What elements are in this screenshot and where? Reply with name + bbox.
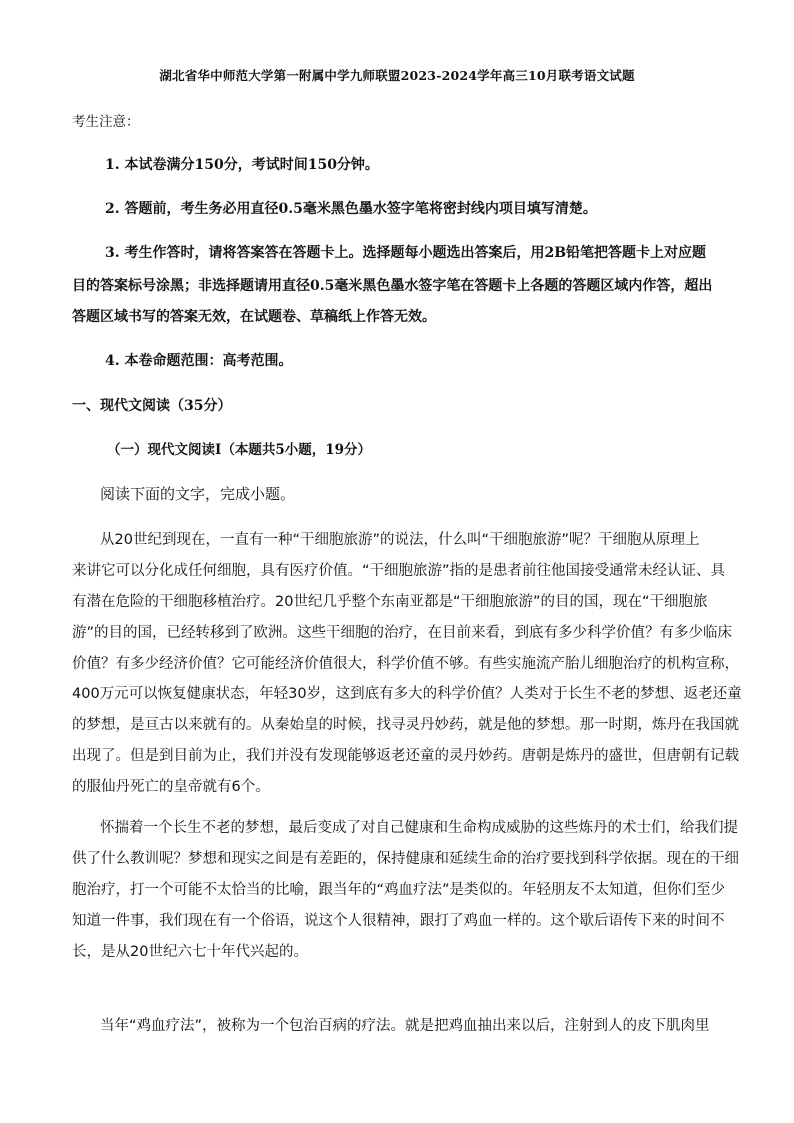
passage-line: 出现了。但是到目前为止，我们并没有发现能够返老还童的灵丹妙药。唐朝是炼丹的盛世，但唐朝有记载: [72, 748, 739, 765]
notice-item-3-line-2: 目的答案标号涂黑；非选择题请用直径0.5毫米黑色墨水签字笔在答题卡上各题的答题区域内作答，超出: [72, 278, 713, 294]
reading-instruction: 阅读下面的文字，完成小题。: [100, 485, 296, 503]
subsection-heading: （一）现代文阅读Ⅰ（本题共5小题，19分）: [107, 442, 371, 458]
passage-line: 当年“鸡血疗法”，被称为一个包治百病的疗法。就是把鸡血抽出来以后，注射到人的皮下肌肉里: [100, 1018, 710, 1034]
passage-line: 从20世纪到现在，一直有一种“干细胞旅游”的说法，什么叫“干细胞旅游”呢？干细胞从原理上: [100, 532, 700, 548]
passage-line: 来讲它可以分化成任何细胞，具有医疗价值。“干细胞旅游”指的是患者前往他国接受通常未经认证、具: [72, 562, 726, 579]
passage-line: 长，是从20世纪六七十年代兴起的。: [72, 943, 308, 960]
passage-line: 供了什么教训呢？梦想和现实之间是有差距的，保持健康和延续生命的治疗要找到科学依据。现在的干细: [72, 850, 739, 867]
notice-heading: 考生注意：: [72, 114, 140, 130]
passage-line: 的服仙丹死亡的皇帝就有6个。: [72, 779, 270, 796]
section-heading: 一、现代文阅读（35分）: [72, 398, 232, 414]
passage-line: 400万元可以恢复健康状态，年轻30岁，这到底有多大的科学价值？人类对于长生不老的梦想、返老还童: [72, 686, 742, 703]
passage-line: 有潜在危险的干细胞移植治疗。20世纪几乎整个东南亚都是“干细胞旅游”的目的国，现在“干细胞旅: [72, 593, 708, 610]
passage-line: 知道一件事，我们现在有一个俗语，说这个人很精神，跟打了鸡血一样的。这个歇后语传下来的时间不: [72, 912, 725, 929]
notice-item-3-line-1: 3. 考生作答时，请将答案答在答题卡上。选择题每小题选出答案后，用2B铅笔把答题卡上对应题: [105, 245, 707, 261]
passage-line: 游”的目的国，已经转移到了欧洲。这些干细胞的治疗，在目前来看，到底有多少科学价值？有多少临床: [72, 624, 733, 641]
passage-line: 怀揣着一个长生不老的梦想，最后变成了对自己健康和生命构成威胁的这些炼丹的术士们，给我们提: [100, 820, 738, 836]
passage-line: 的梦想，是亘古以来就有的。从秦始皇的时候，找寻灵丹妙药，就是他的梦想。那一时期，炼丹在我国就: [72, 717, 739, 734]
passage-paragraph-3: [72, 1011, 722, 1042]
notice-item-2: 2. 答题前，考生务必用直径0.5毫米黑色墨水签字笔将密封线内项目填写清楚。: [105, 201, 597, 217]
exam-title: 湖北省华中师范大学第一附属中学九师联盟2023-2024学年高三10月联考语文试题: [159, 68, 635, 83]
passage-line: 胞治疗，打一个可能不太恰当的比喻，跟当年的“鸡血疗法”是类似的。年轻朋友不太知道，但你们至少: [72, 881, 726, 898]
notice-item-1: 1. 本试卷满分150分，考试时间150分钟。: [105, 157, 379, 173]
passage-paragraph-1: [72, 525, 742, 803]
notice-item-3-line-3: 答题区域书写的答案无效，在试题卷、草稿纸上作答无效。: [72, 309, 436, 325]
passage-line: 价值？有多少经济价值？它可能经济价值很大，科学价值不够。有些实施流产胎儿细胞治疗的机构宣称，: [72, 655, 739, 672]
notice-item-4: 4. 本卷命题范围：高考范围。: [105, 353, 293, 369]
passage-paragraph-2: [72, 813, 739, 967]
